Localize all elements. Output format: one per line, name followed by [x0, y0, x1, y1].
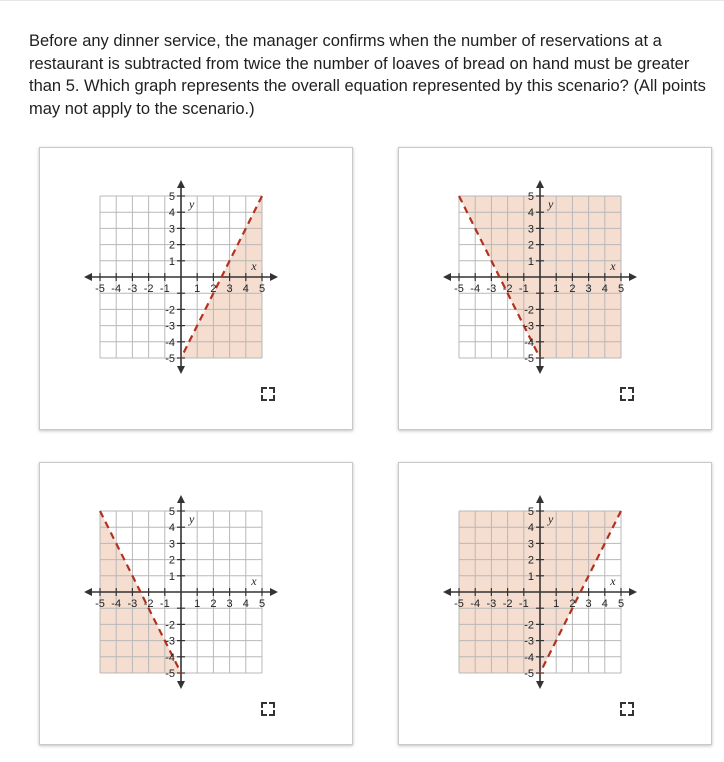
- y-tick-label: -2: [524, 304, 534, 317]
- y-tick-label: 4: [527, 207, 534, 220]
- y-tick-label: 2: [527, 554, 534, 567]
- y-tick-label: -3: [165, 320, 175, 333]
- x-tick-label: 4: [601, 283, 608, 295]
- select-option-d-icon[interactable]: [620, 702, 634, 716]
- x-axis-arrow-right: [270, 588, 278, 596]
- x-axis-arrow-left: [443, 273, 451, 281]
- x-tick-label: 2: [569, 283, 576, 295]
- x-tick-label: -1: [159, 283, 170, 295]
- y-tick-label: -5: [165, 668, 175, 680]
- y-tick-label: -2: [524, 619, 534, 632]
- x-tick-label: -2: [143, 283, 154, 295]
- y-tick-label: 2: [168, 554, 175, 567]
- y-tick-label: -2: [165, 304, 175, 317]
- x-axis-arrow-right: [629, 273, 637, 281]
- x-tick-label: 2: [210, 283, 217, 295]
- y-tick-label: -2: [165, 619, 175, 632]
- y-tick-label: -4: [165, 336, 175, 349]
- x-tick-label: 3: [226, 598, 233, 610]
- y-tick-label: 1: [168, 570, 175, 583]
- x-axis-arrow-right: [629, 588, 637, 596]
- y-tick-label: -4: [165, 651, 175, 664]
- x-tick-label: 3: [585, 283, 592, 295]
- x-axis-label: x: [610, 574, 616, 588]
- y-tick-label: 1: [527, 570, 534, 583]
- y-tick-label: -5: [524, 353, 534, 365]
- top-divider: [0, 0, 724, 1]
- x-axis-label: x: [251, 574, 257, 588]
- y-tick-label: 3: [527, 223, 534, 236]
- x-tick-label: 4: [242, 598, 249, 610]
- y-tick-label: 4: [168, 522, 175, 535]
- x-tick-label: -1: [518, 598, 529, 610]
- x-tick-label: 3: [226, 283, 233, 295]
- x-tick-label: -3: [127, 598, 138, 610]
- graph-option-b[interactable]: [398, 147, 712, 430]
- y-axis-label: y: [189, 512, 195, 527]
- x-tick-label: -5: [454, 598, 464, 610]
- y-axis-arrow-up: [536, 180, 544, 188]
- x-tick-label: -2: [143, 598, 154, 610]
- y-tick-label: -5: [165, 353, 175, 365]
- y-tick-label: -3: [165, 635, 175, 648]
- y-tick-label: 5: [168, 191, 175, 203]
- y-axis-arrow-down: [536, 681, 544, 689]
- graph-b-plot: [399, 148, 711, 429]
- y-tick-label: -5: [524, 668, 534, 680]
- y-tick-label: 1: [168, 255, 175, 268]
- y-axis-arrow-down: [536, 366, 544, 374]
- x-tick-label: -1: [159, 598, 170, 610]
- y-tick-label: 3: [168, 538, 175, 551]
- x-axis-arrow-right: [270, 273, 278, 281]
- x-tick-label: 1: [194, 598, 201, 610]
- x-axis-arrow-left: [443, 588, 451, 596]
- y-axis-arrow-up: [536, 495, 544, 503]
- y-tick-label: 2: [527, 239, 534, 252]
- x-tick-label: 1: [553, 283, 560, 295]
- x-tick-label: 2: [569, 598, 576, 610]
- graph-option-d[interactable]: [398, 462, 712, 745]
- y-tick-label: 5: [168, 506, 175, 518]
- x-tick-label: -4: [470, 283, 481, 295]
- x-tick-label: 5: [617, 598, 625, 610]
- x-tick-label: 3: [585, 598, 592, 610]
- y-tick-label: -4: [524, 651, 534, 664]
- y-axis-label: y: [548, 512, 554, 527]
- x-tick-label: -4: [111, 283, 122, 295]
- y-axis-arrow-up: [177, 495, 185, 503]
- x-tick-label: 1: [194, 283, 201, 295]
- graph-option-c[interactable]: [39, 462, 353, 745]
- x-axis-label: x: [251, 259, 257, 273]
- x-tick-label: -2: [502, 283, 513, 295]
- y-tick-label: -3: [524, 635, 534, 648]
- graph-d-plot: [399, 463, 711, 744]
- x-tick-label: -2: [502, 598, 513, 610]
- x-tick-label: -3: [486, 598, 497, 610]
- x-tick-label: -5: [95, 283, 105, 295]
- x-tick-label: 1: [553, 598, 560, 610]
- x-tick-label: -3: [486, 283, 497, 295]
- y-axis-arrow-down: [177, 681, 185, 689]
- y-tick-label: 5: [527, 506, 534, 518]
- x-tick-label: 2: [210, 598, 217, 610]
- y-axis-arrow-down: [177, 366, 185, 374]
- question-text: Before any dinner service, the manager confirms when the number of reservations at a restaurant is subtracted from twice the number of loaves of bread on hand must be greater than 5. Which graph represents the overall equation represented by this scenario? (All points may not apply to the scenario.): [29, 32, 706, 118]
- x-tick-label: 5: [258, 283, 266, 295]
- y-tick-label: 5: [527, 191, 534, 203]
- x-tick-label: 4: [242, 283, 249, 295]
- x-axis-arrow-left: [84, 273, 92, 281]
- graph-c-plot: [40, 463, 352, 744]
- x-tick-label: -1: [518, 283, 529, 295]
- y-axis-arrow-up: [177, 180, 185, 188]
- y-tick-label: 3: [527, 538, 534, 551]
- graph-a-plot: [40, 148, 352, 429]
- x-tick-label: 5: [258, 598, 266, 610]
- x-tick-label: -5: [454, 283, 464, 295]
- y-tick-label: 2: [168, 239, 175, 252]
- y-axis-label: y: [548, 197, 554, 212]
- x-tick-label: -4: [111, 598, 122, 610]
- select-option-a-icon[interactable]: [261, 387, 275, 401]
- select-option-b-icon[interactable]: [620, 387, 634, 401]
- x-tick-label: 5: [617, 283, 625, 295]
- x-axis-arrow-left: [84, 588, 92, 596]
- y-tick-label: 4: [168, 207, 175, 220]
- x-tick-label: -3: [127, 283, 138, 295]
- x-tick-label: -5: [95, 598, 105, 610]
- y-tick-label: 1: [527, 255, 534, 268]
- y-tick-label: 4: [527, 522, 534, 535]
- y-axis-label: y: [189, 197, 195, 212]
- x-tick-label: 4: [601, 598, 608, 610]
- y-tick-label: -4: [524, 336, 534, 349]
- x-axis-label: x: [610, 259, 616, 273]
- graph-option-a[interactable]: [39, 147, 353, 430]
- y-tick-label: -3: [524, 320, 534, 333]
- x-tick-label: -4: [470, 598, 481, 610]
- select-option-c-icon[interactable]: [261, 702, 275, 716]
- y-tick-label: 3: [168, 223, 175, 236]
